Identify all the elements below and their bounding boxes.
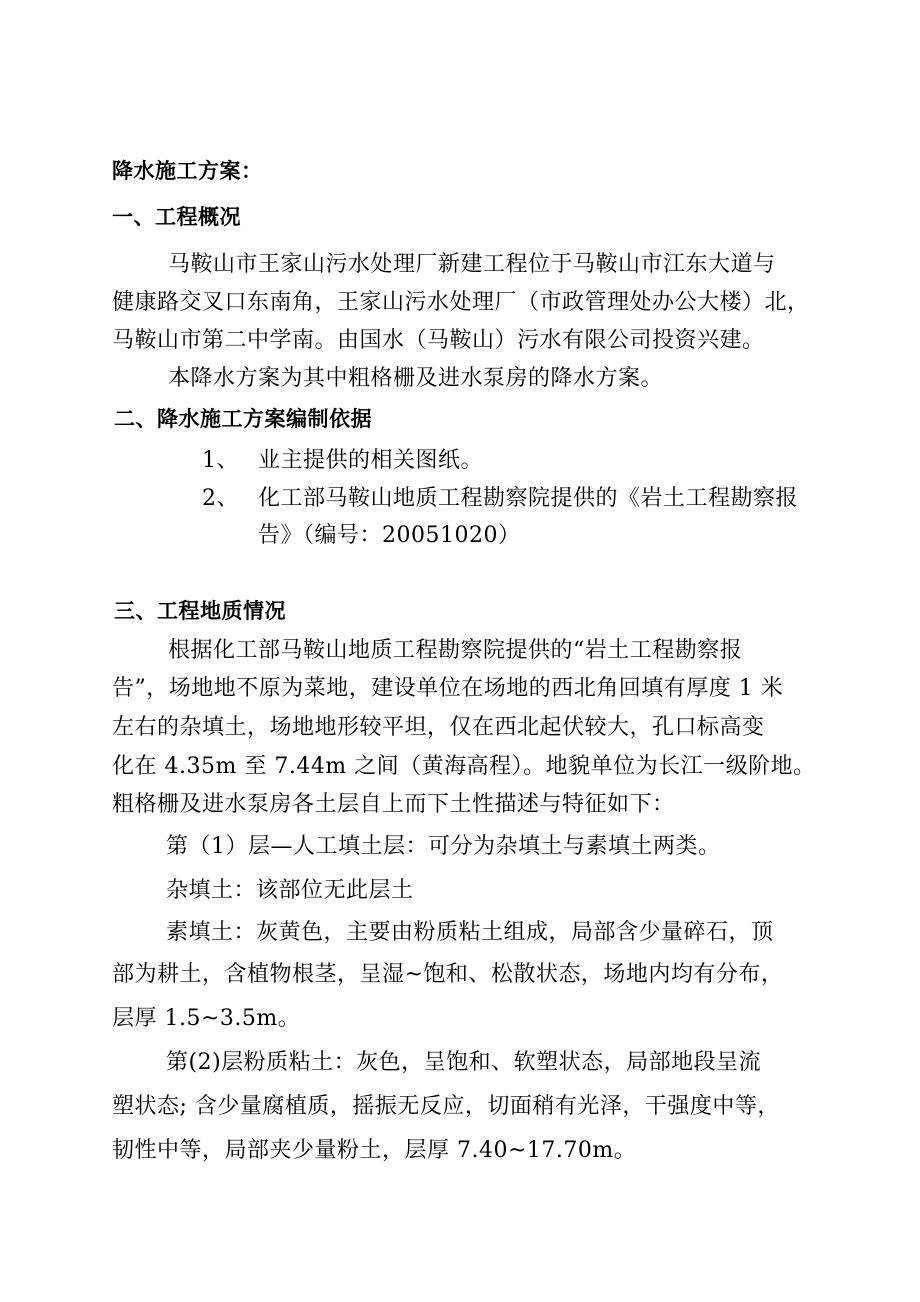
- list-item-text: 化工部马鞍山地质工程勘察院提供的《岩土工程勘察报: [258, 486, 799, 511]
- paragraph-line: 部为耕土，含植物根茎，呈湿~饱和、松散状态，场地内均有分布，: [112, 962, 784, 987]
- section-heading-geology: 三、工程地质情况: [114, 599, 286, 623]
- paragraph-line: 马鞍山市第二中学南。由国水（马鞍山）污水有限公司投资兴建。: [112, 328, 765, 353]
- paragraph-line: 告”，场地地不原为菜地，建设单位在场地的西北角回填有厚度 1 米: [112, 676, 784, 701]
- section-heading-basis: 二、降水施工方案编制依据: [114, 407, 372, 431]
- list-item-text: 业主提供的相关图纸。: [258, 448, 484, 473]
- paragraph-line: 化在 4.35m 至 7.44m 之间（黄海高程）。地貌单位为长江一级阶地。: [112, 754, 816, 779]
- paragraph-line: 健康路交叉口东南角，王家山污水处理厂（市政管理处办公大楼）北，: [112, 290, 810, 315]
- list-item-number: 1、: [202, 448, 239, 473]
- paragraph-line: 马鞍山市王家山污水处理厂新建工程位于马鞍山市江东大道与: [168, 252, 776, 277]
- list-item-number: 2、: [202, 486, 239, 511]
- paragraph-line: 杂填土：该部位无此层土: [166, 878, 414, 903]
- paragraph-line: 层厚 1.5~3.5m。: [112, 1006, 301, 1031]
- paragraph-line: 塑状态; 含少量腐植质，摇振无反应，切面稍有光泽，干强度中等，: [112, 1094, 780, 1119]
- list-item-text: 告》（编号：20051020）: [258, 523, 521, 548]
- paragraph-line: 本降水方案为其中粗格栅及进水泵房的降水方案。: [168, 366, 664, 391]
- paragraph-line: 根据化工部马鞍山地质工程勘察院提供的“岩土工程勘察报: [168, 638, 743, 663]
- paragraph-line: 第(2)层粉质粘土：灰色，呈饱和、软塑状态，局部地段呈流: [166, 1050, 762, 1075]
- paragraph-line: 素填土：灰黄色，主要由粉质粘土组成，局部含少量碎石，顶: [166, 920, 774, 945]
- paragraph-line: 韧性中等，局部夹少量粉土，层厚 7.40~17.70m。: [112, 1138, 637, 1163]
- section-heading-overview: 一、工程概况: [112, 205, 241, 229]
- document-title: 降水施工方案：: [112, 159, 263, 183]
- paragraph-line: 左右的杂填土，场地地形较平坦，仅在西北起伏较大，孔口标高变: [112, 715, 765, 740]
- paragraph-line: 第（1）层—人工填土层：可分为杂填土与素填土两类。: [166, 834, 721, 859]
- paragraph-line: 粗格栅及进水泵房各土层自上而下土性描述与特征如下：: [112, 792, 675, 817]
